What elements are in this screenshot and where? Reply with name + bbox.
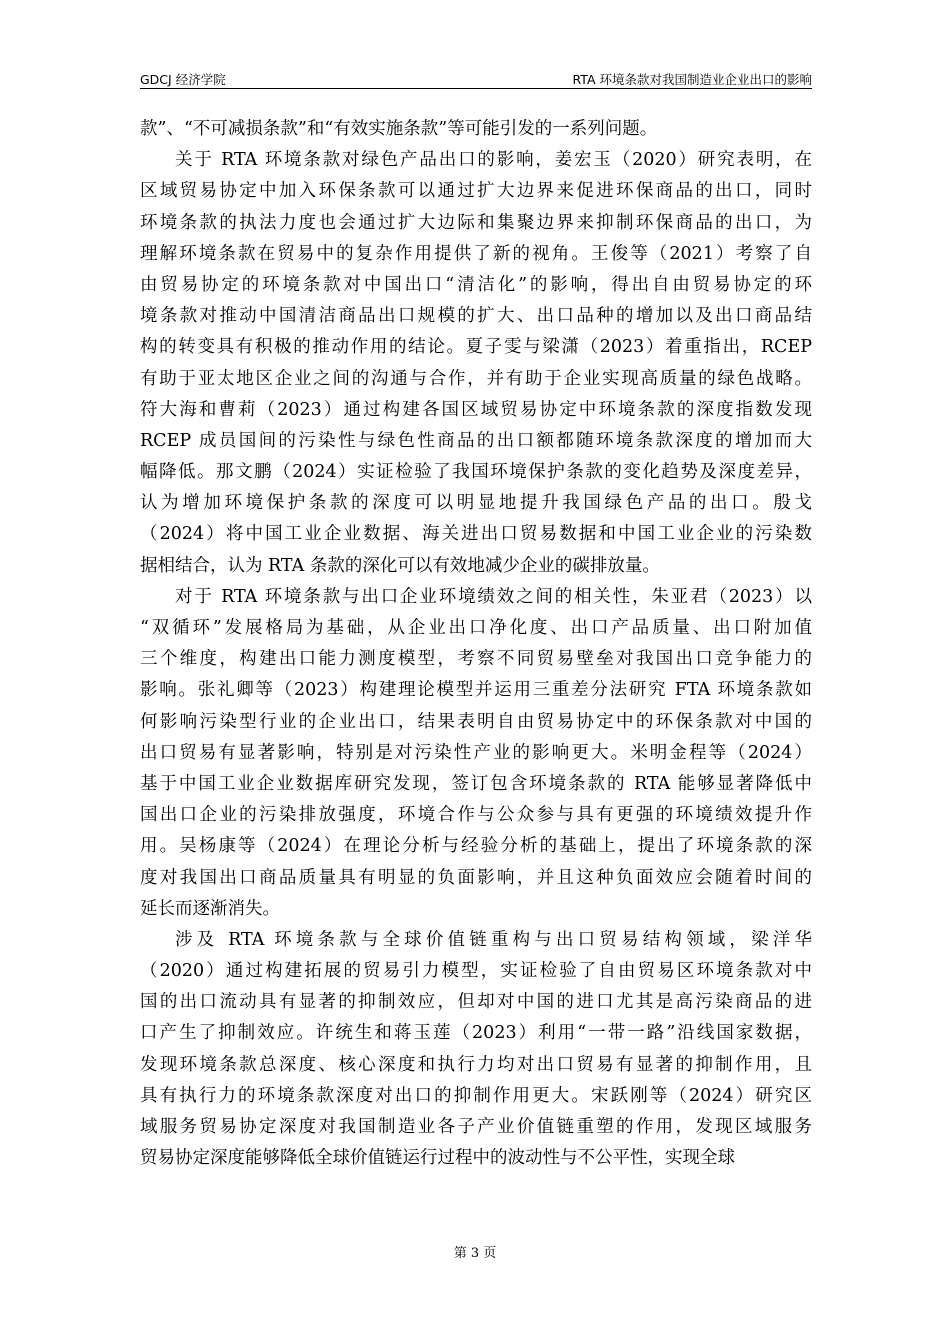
text-line: 由贸易协定的环境条款对中国出口“清洁化”的影响，得出自由贸易协定的环 [140,274,812,295]
paragraph [140,114,812,145]
text-line: （2024）将中国工业企业数据、海关进出口贸易数据和中国工业企业的污染数 [140,524,812,545]
text-line: 贸易协定深度能够降低全球价值链运行过程中的波动性与不公平性，实现全球 [140,1148,735,1169]
header-left-text: GDCJ 经济学院 [140,72,226,87]
header-right-text: RTA 环境条款对我国制造业企业出口的影响 [572,72,812,87]
text-line: 境条款对推动中国清洁商品出口规模的扩大、出口品种的增加以及出口商品结 [140,306,812,327]
page-number: 第 3 页 [453,1246,497,1261]
text-line: 构的转变具有积极的推动作用的结论。夏子雯与梁潇（2023）着重指出，RCEP [140,337,812,358]
text-line: 基于中国工业企业数据库研究发现，签订包含环境条款的 RTA 能够显著降低中 [140,773,812,794]
text-line: 环境条款的执法力度也会通过扩大边际和集聚边界来抑制环保商品的出口，为 [140,212,812,233]
text-line: 涉及 RTA 环境条款与全球价值链重构与出口贸易结构领域，梁洋华 [175,929,812,950]
document-body [140,114,812,1174]
text-line: 三个维度，构建出口能力测度模型，考察不同贸易壁垒对我国出口竞争能力的 [140,649,812,670]
text-line: 发现环境条款总深度、核心深度和执行力均对出口贸易有显著的抑制作用，且 [140,1054,812,1075]
paragraph [140,145,812,582]
text-line: 域服务贸易协定深度对我国制造业各子产业价值链重塑的作用，发现区域服务 [140,1117,812,1137]
text-line: 国的出口流动具有显著的抑制效应，但却对中国的进口尤其是高污染商品的进 [140,992,812,1013]
text-line: 何影响污染型行业的企业出口，结果表明自由贸易协定中的环保条款对中国的 [140,711,812,732]
text-line: 符大海和曹莉（2023）通过构建各国区域贸易协定中环境条款的深度指数发现 [140,399,812,420]
paragraph [140,582,812,925]
text-line: RCEP 成员国间的污染性与绿色性商品的出口额都随环境条款深度的增加而大 [140,430,812,451]
text-line: 度对我国出口商品质量具有明显的负面影响，并且这种负面效应会随着时间的 [140,867,812,888]
text-line: 具有执行力的环境条款深度对出口的抑制作用更大。宋跃刚等（2024）研究区 [140,1085,812,1106]
text-line: “双循环”发展格局为基础，从企业出口净化度、出口产品质量、出口附加值 [140,618,812,638]
paragraph [140,925,812,1175]
text-line: 理解环境条款在贸易中的复杂作用提供了新的视角。王俊等（2021）考察了自 [140,243,812,264]
text-line: 据相结合，认为 RTA 条款的深化可以有效地减少企业的碳排放量。 [140,555,660,576]
text-line: 国出口企业的污染排放强度，环境合作与公众参与具有更强的环境绩效提升作 [140,805,812,826]
text-line: 区域贸易协定中加入环保条款可以通过扩大边界来促进环保商品的出口，同时 [140,181,812,202]
text-line: 有助于亚太地区企业之间的沟通与合作，并有助于企业实现高质量的绿色战略。 [140,368,812,389]
text-line: 用。吴杨康等（2024）在理论分析与经验分析的基础上，提出了环境条款的深 [140,836,812,857]
text-line: 口产生了抑制效应。许统生和蒋玉莲（2023）利用“一带一路”沿线国家数据， [140,1023,812,1044]
text-line: 对于 RTA 环境条款与出口企业环境绩效之间的相关性，朱亚君（2023）以 [175,586,812,607]
text-line: 延长而逐渐消失。 [140,898,280,919]
page-header [140,70,812,90]
text-line: 款”、“不可减损条款”和“有效实施条款”等可能引发的一系列问题。 [140,119,658,139]
text-line: 出口贸易有显著影响，特别是对污染性产业的影响更大。米明金程等（2024） [140,742,812,763]
text-line: 认为增加环境保护条款的深度可以明显地提升我国绿色产品的出口。殷戈 [140,493,812,514]
text-line: 影响。张礼卿等（2023）构建理论模型并运用三重差分法研究 FTA 环境条款如 [140,680,812,701]
text-line: （2020）通过构建拓展的贸易引力模型，实证检验了自由贸易区环境条款对中 [140,961,812,982]
text-line: 关于 RTA 环境条款对绿色产品出口的影响，姜宏玉（2020）研究表明，在 [175,150,812,171]
text-line: 幅降低。那文鹏（2024）实证检验了我国环境保护条款的变化趋势及深度差异， [140,462,812,483]
header-divider [140,88,812,89]
